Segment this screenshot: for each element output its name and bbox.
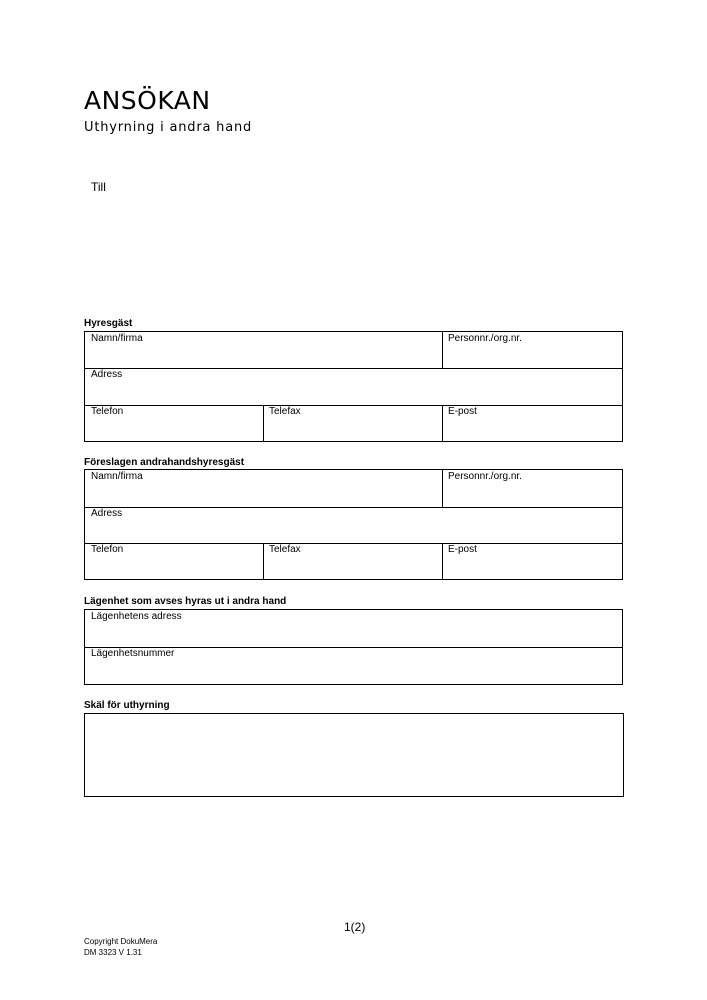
- version-text: DM 3323 V 1.31: [84, 948, 142, 957]
- subtenant-phone-label: Telefon: [91, 544, 124, 555]
- subtenant-email-field[interactable]: [442, 543, 623, 580]
- tenant-box: [84, 331, 623, 442]
- tenant-phone-label: Telefon: [91, 406, 124, 417]
- tenant-id-label: Personnr./org.nr.: [448, 333, 522, 344]
- recipient-label: Till: [91, 180, 106, 194]
- tenant-email-label: E-post: [448, 406, 477, 417]
- subtenant-fax-label: Telefax: [269, 544, 301, 555]
- apartment-heading: Lägenhet som avses hyras ut i andra hand: [84, 596, 287, 607]
- subtenant-heading: Föreslagen andrahandshyresgäst: [84, 457, 245, 468]
- tenant-phone-field[interactable]: [85, 405, 263, 442]
- subtenant-box: [84, 469, 623, 580]
- tenant-heading: Hyresgäst: [84, 318, 133, 329]
- apartment-address-label: Lägenhetens adress: [91, 611, 182, 622]
- subtenant-name-field[interactable]: [85, 470, 442, 507]
- tenant-fax-field[interactable]: [263, 405, 442, 442]
- apartment-box: [84, 609, 623, 685]
- subtenant-phone-field[interactable]: [85, 543, 263, 580]
- tenant-address-label: Adress: [91, 369, 123, 380]
- subtenant-email-label: E-post: [448, 544, 477, 555]
- tenant-address-field[interactable]: [85, 368, 623, 405]
- tenant-name-field[interactable]: [85, 332, 442, 368]
- tenant-id-field[interactable]: [442, 332, 623, 368]
- page-title: ANSÖKAN: [84, 86, 211, 115]
- subtenant-address-field[interactable]: [85, 507, 623, 543]
- tenant-fax-label: Telefax: [269, 406, 301, 417]
- page-number: 1(2): [344, 920, 366, 934]
- tenant-name-label: Namn/firma: [91, 333, 143, 344]
- reason-heading: Skäl för uthyrning: [84, 700, 170, 711]
- subtenant-address-label: Adress: [91, 508, 123, 519]
- apartment-number-label: Lägenhetsnummer: [91, 648, 175, 659]
- subtenant-fax-field[interactable]: [263, 543, 442, 580]
- subtenant-id-field[interactable]: [442, 470, 623, 507]
- tenant-email-field[interactable]: [442, 405, 623, 442]
- reason-field[interactable]: [84, 713, 624, 797]
- copyright-text: Copyright DokuMera: [84, 937, 158, 946]
- apartment-address-field[interactable]: [85, 610, 623, 647]
- subtenant-name-label: Namn/firma: [91, 471, 143, 482]
- apartment-number-field[interactable]: [85, 647, 623, 685]
- subtenant-id-label: Personnr./org.nr.: [448, 471, 522, 482]
- page-subtitle: Uthyrning i andra hand: [84, 120, 253, 135]
